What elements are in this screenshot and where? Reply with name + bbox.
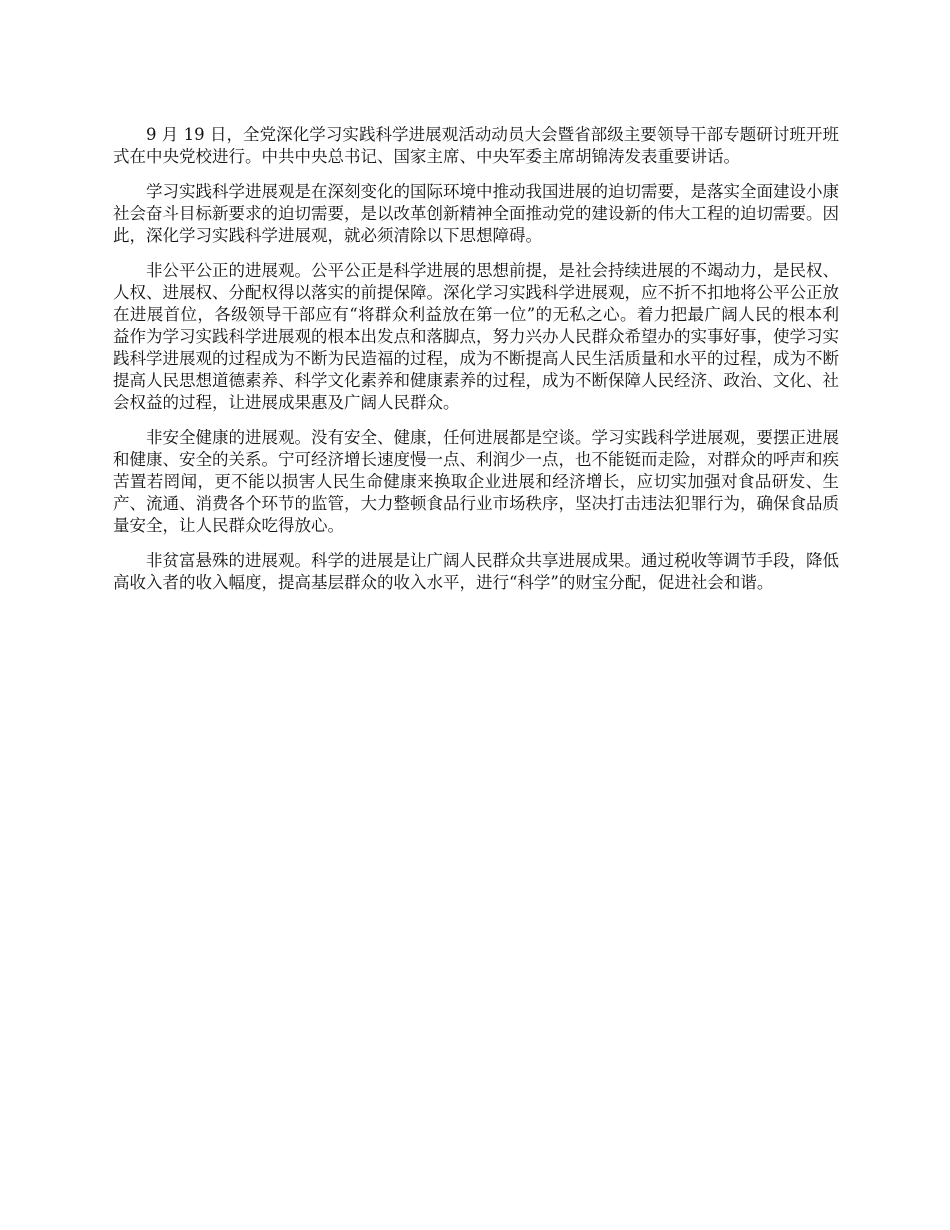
paragraph-3: 非公平公正的进展观。公平公正是科学进展的思想前提，是社会持续进展的不竭动力，是民权、人权、进展权、分配权得以落实的前提保障。深化学习实践科学进展观，应不折不扣地将公平公正放在进展首位，各级领导干部应有“将群众利益放在第一位”的无私之心。着力把最广阔人民的根本利益作为学习实践科学进展观的根本出发点和落脚点，努力兴办人民群众希望办的实事好事，使学习实践科学进展观的过程成为不断为民造福的过程，成为不断提高人民生活质量和水平的过程，成为不断提高人民思想道德素养、科学文化素养和健康素养的过程，成为不断保障人民经济、政治、文化、社会权益的过程，让进展成果惠及广阔人民群众。 <box>113 261 839 412</box>
paragraph-1: 9 月 19 日，全党深化学习实践科学进展观活动动员大会暨省部级主要领导干部专题研讨班开班式在中央党校进行。中共中央总书记、国家主席、中央军委主席胡锦涛发表重要讲话。 <box>113 125 839 166</box>
document-body <box>113 124 839 607</box>
paragraph-5: 非贫富悬殊的进展观。科学的进展是让广阔人民群众共享进展成果。通过税收等调节手段，降低高收入者的收入幅度，提高基层群众的收入水平，进行“科学”的财宝分配，促进社会和谐。 <box>113 551 839 592</box>
paragraph-2: 学习实践科学进展观是在深刻变化的国际环境中推动我国进展的迫切需要，是落实全面建设小康社会奋斗目标新要求的迫切需要，是以改革创新精神全面推动党的建设新的伟大工程的迫切需要。因此，深化学习实践科学进展观，就必须清除以下思想障碍。 <box>113 182 839 245</box>
paragraph-4: 非安全健康的进展观。没有安全、健康，任何进展都是空谈。学习实践科学进展观，要摆正进展和健康、安全的关系。宁可经济增长速度慢一点、利润少一点，也不能铤而走险，对群众的呼声和疾苦置若罔闻，更不能以损害人民生命健康来换取企业进展和经济增长，应切实加强对食品研发、生产、流通、消费各个环节的监管，大力整顿食品行业市场秩序，坚决打击违法犯罪行为，确保食品质量安全，让人民群众吃得放心。 <box>113 428 839 535</box>
